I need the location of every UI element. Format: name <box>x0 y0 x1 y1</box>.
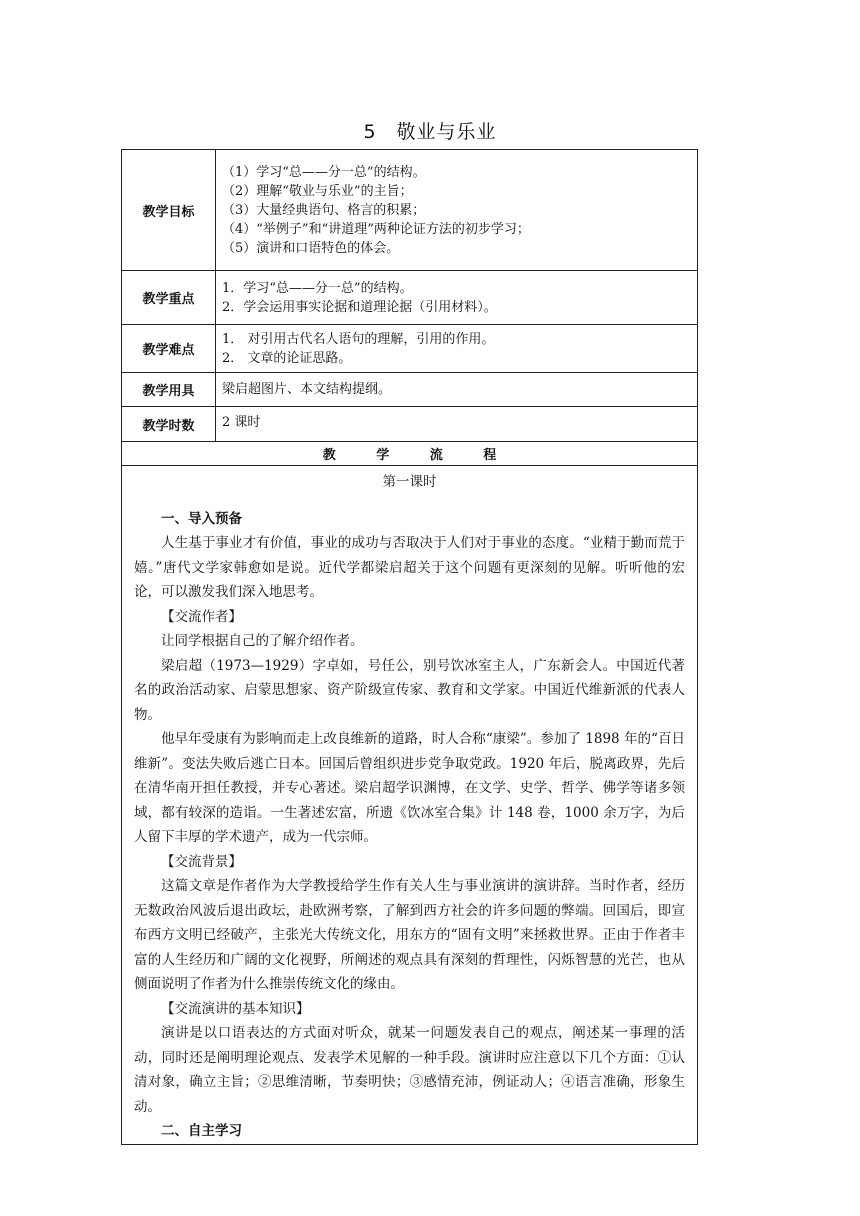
paragraph: 让同学根据自己的了解介绍作者。 <box>161 633 364 649</box>
paragraph: 梁启超（1973—1929）字卓如，号任公，别号饮冰室主人，广东新会人。中国近代著名的政治活动家、启蒙思想家、资产阶级宣传家、教育和文学家。中国近代维新派的代表人物。 <box>134 657 685 723</box>
difficulty-label: 教学难点 <box>122 325 216 373</box>
time-label: 教学时数 <box>122 407 216 442</box>
section-heading: 二、自主学习 <box>161 1123 242 1139</box>
goal-line: （5）演讲和口语特色的体会。 <box>222 240 400 256</box>
goal-line: （1）学习“总——分一总”的结构。 <box>222 164 426 180</box>
difficulty-content <box>216 325 698 373</box>
subheading: 【交流背景】 <box>161 853 242 870</box>
time-row <box>122 407 698 442</box>
paragraph: 演讲是以口语表达的方式面对听众，就某一问题发表自己的观点，阐述某一事理的活动，同时还是阐明理论观点、发表学术见解的一种手段。演讲时应注意以下几个方面：①认清对象，确立主旨；②思维清晰，节奏明快；③感情充沛，例证动人；④语言准确，形象生动。 <box>134 1025 685 1115</box>
goal-label: 教学目标 <box>122 150 216 271</box>
flow-body <box>122 466 698 1145</box>
paragraph: 人生基于事业才有价值，事业的成功与否取决于人们对于事业的态度。“业精于勤而荒于嬉。”唐代文学家韩愈如是说。近代学都梁启超关于这个问题有更深刻的见解。听听他的宏论，可以激发我们深入地思考。 <box>134 535 685 600</box>
goal-row <box>122 150 698 271</box>
flow-body-row <box>122 466 698 1145</box>
difficulty-row <box>122 325 698 373</box>
page-title: 5 敬业与乐业 <box>363 121 497 143</box>
flow-header-row <box>122 442 698 466</box>
difficulty-line: 2． 文章的论证思路。 <box>222 350 352 366</box>
key-content <box>216 271 698 325</box>
period-title: 第一课时 <box>382 474 437 490</box>
tools-row <box>122 373 698 407</box>
difficulty-line: 1． 对引用古代名人语句的理解，引用的作用。 <box>222 331 495 347</box>
flow-header: 教 学 流 程 <box>122 442 698 466</box>
goal-content <box>216 150 698 271</box>
paragraph: 他早年受康有为影响而走上改良维新的道路，时人合称“康梁”。参加了 1898 年的“百日维新”。变法失败后逃亡日本。回国后曾组织进步党争取党政。1920 年后，脱离政界，先后在清华南开担任教授，并专心著述。梁启超学识渊博，在文学、史学、哲学、佛学等诸多领域，都有较深的造诣。一生著述宏富，所遗《饮冰室合集》计 148 卷，1000 余万字，为后人留下丰厚的学术遗产，成为一代宗师。 <box>134 731 685 845</box>
tools-label: 教学用具 <box>122 373 216 407</box>
subheading: 【交流作者】 <box>161 608 242 625</box>
section-heading: 一、导入预备 <box>161 510 242 527</box>
key-label: 教学重点 <box>122 271 216 325</box>
paragraph: 这篇文章是作者作为大学教授给学生作有关人生与事业演讲的演讲辞。当时作者，经历无数政治风波后退出政坛，赴欧洲考察，了解到西方社会的许多问题的弊端。回国后，即宣布西方文明已经破产，主张光大传统文化，用东方的“固有文明”来拯救世界。正由于作者丰富的人生经历和广阔的文化视野，所阐述的观点具有深刻的哲理性，闪烁智慧的光芒，也从侧面说明了作者为什么推崇传统文化的缘由。 <box>134 878 685 992</box>
key-line: 2．学会运用事实论据和道理论据（引用材料）。 <box>222 299 497 315</box>
lesson-plan-table <box>121 149 698 1145</box>
time-value: 2 课时 <box>216 407 698 442</box>
key-line: 1．学习“总——分一总”的结构。 <box>222 280 413 296</box>
subheading: 【交流演讲的基本知识】 <box>161 1000 310 1017</box>
goal-line: （4）“举例子”和“讲道理”两种论证方法的初步学习； <box>222 221 530 237</box>
goal-line: （3）大量经典语句、格言的积累； <box>222 202 426 218</box>
goal-line: （2）理解“敬业与乐业”的主旨； <box>222 183 413 199</box>
tools-value: 梁启超图片、本文结构提纲。 <box>216 373 698 407</box>
key-row <box>122 271 698 325</box>
